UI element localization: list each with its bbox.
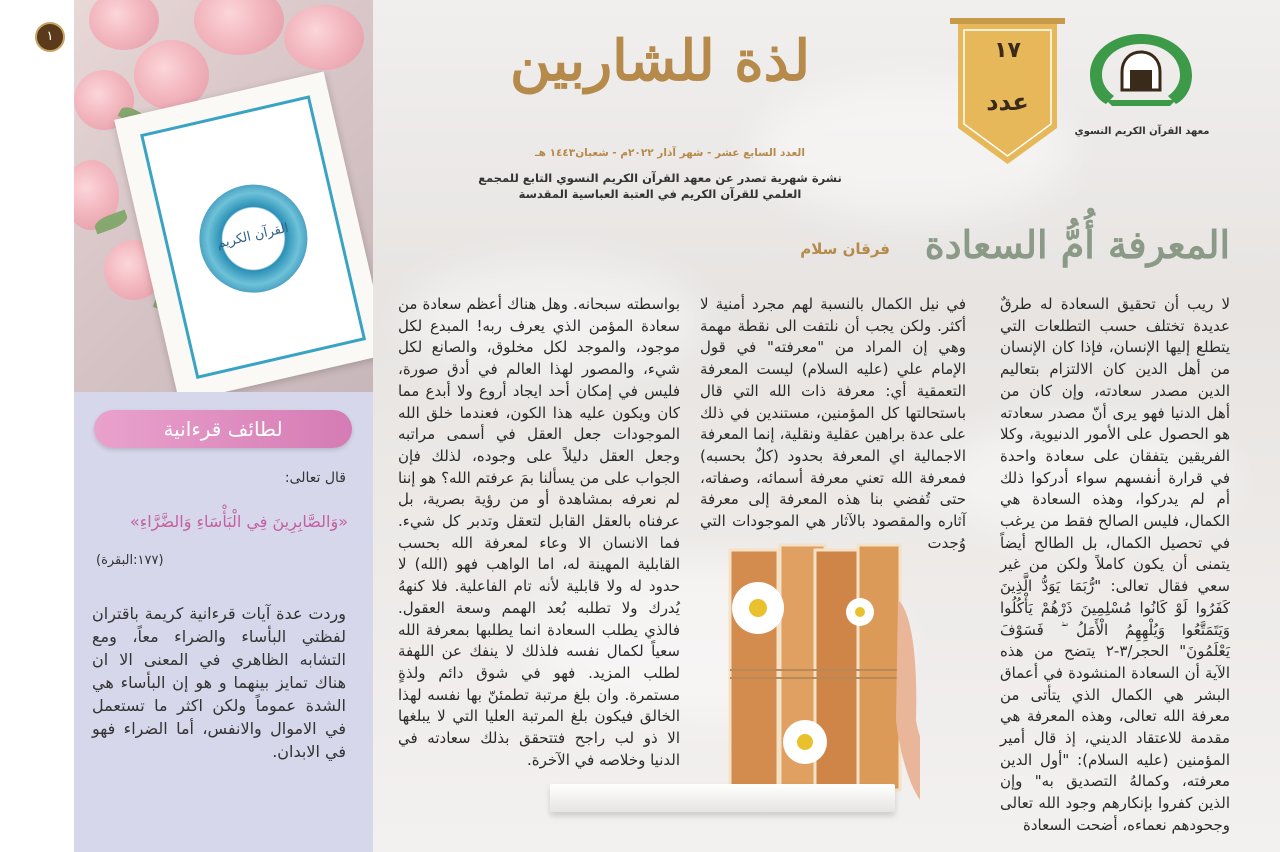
institute-logo-icon — [1082, 30, 1200, 120]
article-column-1: لا ريب أن تحقيق السعادة له طرقٌ عديدة تختلف حسب التطلعات التي يتطلع إليها الإنسان، فإذا كان الإنسان من أهل الدين كان الالتزام بتعاليم الدين مصدر سعادته، وإن كان من أهل الدنيا فهو يرى أنّ مصدر سعادته هو الحصول على الأمور الدنيوية، وكلا الفريقين يتفقان على سعادة واحدة في قرارة أنفسهم سواء أدركوا ذلك أم لم يدركوا، وهذه السعادة هي الكمال، فليس الصالح فقط من يرغب في تحصيل الكمال، بل الطالح أيضاً يتمنى أن يكون كاملاً ولكن من غير سعي فقال تعالى: "رُّبَمَا يَوَدُّ الَّذِينَ كَفَرُوا لَوْ كَانُوا مُسْلِمِينَ ذَرْهُمْ يَأْكُلُوا وَيَتَمَتَّعُوا وَيُلْهِهِمُ الْأَمَلُ ۖ فَسَوْفَ يَعْلَمُونَ" الحجر/٣-٢ يتضح من هذه الآية أن السعادة المنشودة في أعماق البشر هي الكمال الذي يتأتى من معرفة الله تعالى، وهذه المعرفة هي مقدمة للاعتقاد الديني، إذ قال أمير المؤمنين (عليه السلام): "أول الدين معرفته، وكمالهُ التصديق به" وإن الذين كفروا بإنكارهم وجود الله تعالى وجحودهم نعماءه، أضحت السعادة — [1000, 295, 1230, 834]
section-title-pill: لطائف قرءانية — [94, 410, 352, 448]
article-title: المعرفة أُمُّ السعادة — [924, 222, 1230, 267]
verse-reference: (١٧٧:البقرة) — [96, 553, 164, 568]
left-margin — [0, 0, 74, 852]
article-column-2: في نيل الكمال بالنسبة لهم مجرد أمنية لا أكثر. ولكن يجب أن نلتفت الى نقطة مهمة وهي إن المراد من "معرفته" في قول الإمام علي (عليه السلام) ليست المعرفة التعمقية أي: معرفة ذات الله التي قال باستحالتها كل المؤمنين، مستندين في ذلك على عدة براهين عقلية ونقلية، إنما المعرفة الاجمالية اي المعرفة بحدود (كلٌ بحسبه) فمعرفة الله تعني معرفة أسمائه، وصفاته، حتى تُفضي بنا هذه المعرفة إلى معرفة آثاره والمقصود بالآثار هي الموجودات التي وُجدت — [700, 295, 966, 552]
description-line-2: العلمي للقرآن الكريم في العتبة العباسية المقدسة — [518, 187, 802, 201]
verse-text: «وَالصَّابِرِينَ فِي الْبَأْسَاءِ وَالضَّرَّاءِ» — [129, 512, 348, 531]
quran-medallion-icon: القرآن الكريم — [189, 174, 319, 304]
masthead-title: لذة للشاربين — [509, 28, 811, 94]
masthead-description — [440, 170, 880, 202]
article-author: فرقان سلام — [800, 240, 890, 258]
verse-intro: قال تعالى: — [284, 470, 346, 486]
quran-book — [114, 72, 373, 392]
issue-line: العدد السابع عشر - شهر آذار ٢٠٢٢م - شعبان١٤٤٣ هـ — [535, 147, 805, 159]
issue-number: ١٧ — [994, 38, 1021, 63]
sidebar-body: وردت عدة آيات قرءانية كريمة باقتران لفظتي البأساء والضراء معاً، ومع التشابه الظاهري في المعنى الا ان هناك تمايز بينهما و هو إن البأساء هي الشدة عموماً ولكن اكثر ما تستعمل في الاموال والانفس، أما الضراء فهو في الابدان. — [92, 604, 346, 761]
shelf — [550, 784, 895, 812]
issue-label: عدد — [986, 88, 1029, 116]
page-number: ١ — [35, 22, 65, 52]
article-column-3: بواسطته سبحانه. وهل هناك أعظم سعادة من سعادة المؤمن الذي يعرف ربه! المبدع لكل موجود، والموجد لكل مخلوق، والصانع لكل شيء، والمصور لهذا العالم في أدق صورة، فليس في إمكان أحد ايجاد أروع ولا أبدع مما كان ويكون عليه هذا الكون، فعندما خلق الله الموجودات جعل العقل في أسمى مراتبه وجعل العقل دليلاً على وجوده، لذلك فإن الجواب على من يسألنا بمَ عرفتم الله؟ هو إننا لم نعرفه بمشاهدة أو من رؤية بصرية، بل عرفناه بالعقل القابل لتعقل وتدبر كل شيء. فما الانسان الا وعاء لمعرفة الله بحسب القابلية المهينة له، اما الواهب فهو (الله) لا حدود له ولا قابلية لأنه تام الفاعلية. فلا كنههُ يُدرك ولا تطلبه بُعد الهمم وسعة العقول. فالذي يطلب السعادة انما يطلبها بمعرفة الله سعياً لكمال نفسه فلذلك لا ينفك عن اللهفة لطلب المزيد. فهو في شوق دائم ولذةٍ مستمرة. وان بلغ مرتبة تطمئنّ بها نفسه لهذا الخالق فيكون بلغ المرتبة العليا التي لا يبلغها الا ذو لب راجح فتتحقق بذلك سعادته في الدنيا وخلاصه في الآخرة. — [398, 295, 680, 769]
institute-name: معهد القرآن الكريم النسوي — [1074, 126, 1210, 137]
daisy-icon — [732, 582, 784, 634]
description-line-1: نشرة شهرية تصدر عن معهد القرآن الكريم النسوي التابع للمجمع — [478, 171, 842, 185]
books-illustration — [720, 530, 920, 800]
quran-flowers-photo — [74, 0, 373, 392]
